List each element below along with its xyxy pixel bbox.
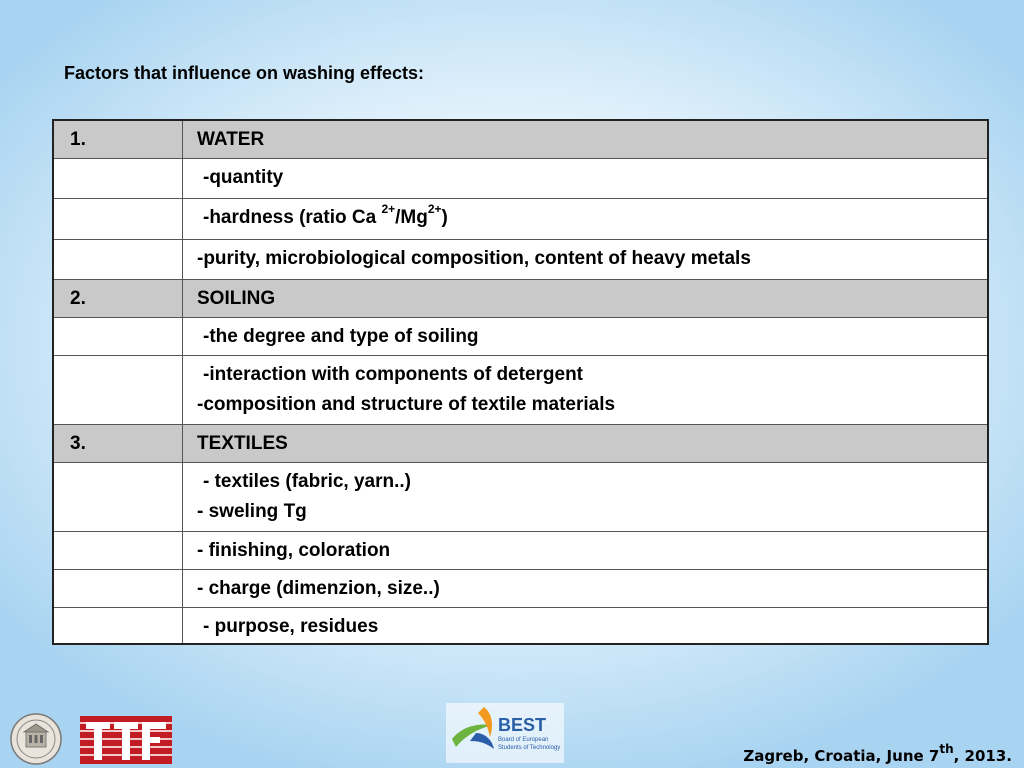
table-row bbox=[53, 607, 988, 644]
row-text: - purpose, residues bbox=[203, 615, 379, 637]
row-number: 1. bbox=[70, 129, 86, 150]
row-text: -purity, microbiological composition, content of heavy metals bbox=[197, 247, 751, 269]
row-number: 2. bbox=[70, 287, 86, 309]
row-category: SOILING bbox=[197, 287, 276, 309]
table-row bbox=[53, 531, 988, 569]
ttf-logo bbox=[80, 716, 172, 764]
best-subtitle-1: Board of European bbox=[498, 737, 549, 743]
slide-heading: Factors that influence on washing effects: bbox=[64, 63, 425, 83]
factors-table bbox=[52, 119, 989, 645]
table-row-textiles bbox=[53, 424, 988, 462]
table-row bbox=[53, 462, 988, 531]
row-text: -quantity bbox=[203, 166, 284, 188]
row-text: -hardness (ratio Ca $^{2+}/Mg^{2+}$) bbox=[203, 202, 448, 228]
table-row-soiling bbox=[53, 279, 988, 317]
table-row-water bbox=[53, 120, 988, 158]
row-category: TEXTILES bbox=[197, 432, 288, 454]
row-category: WATER bbox=[197, 129, 265, 150]
table-row bbox=[53, 355, 988, 424]
best-title: BEST bbox=[498, 715, 547, 735]
best-logo bbox=[446, 703, 564, 763]
row-number: 3. bbox=[70, 432, 86, 454]
row-text: - textiles (fabric, yarn..) - sweling Tg bbox=[197, 470, 412, 522]
row-text: - finishing, coloration bbox=[197, 539, 391, 561]
table-row bbox=[53, 317, 988, 355]
best-subtitle-2: Students of Technology bbox=[498, 745, 561, 751]
table-row bbox=[53, 569, 988, 607]
university-seal-logo bbox=[10, 713, 62, 765]
table-row bbox=[53, 198, 988, 239]
table-row bbox=[53, 239, 988, 279]
footer-location-date: Zagreb, Croatia, June 7th, 2013. bbox=[743, 742, 1012, 765]
row-text: -the degree and type of soiling bbox=[203, 325, 479, 347]
row-text: -interaction with components of detergent -composition and structure of textile materials bbox=[197, 363, 616, 415]
table-row bbox=[53, 158, 988, 198]
row-text: - charge (dimenzion, size..) bbox=[197, 577, 440, 599]
